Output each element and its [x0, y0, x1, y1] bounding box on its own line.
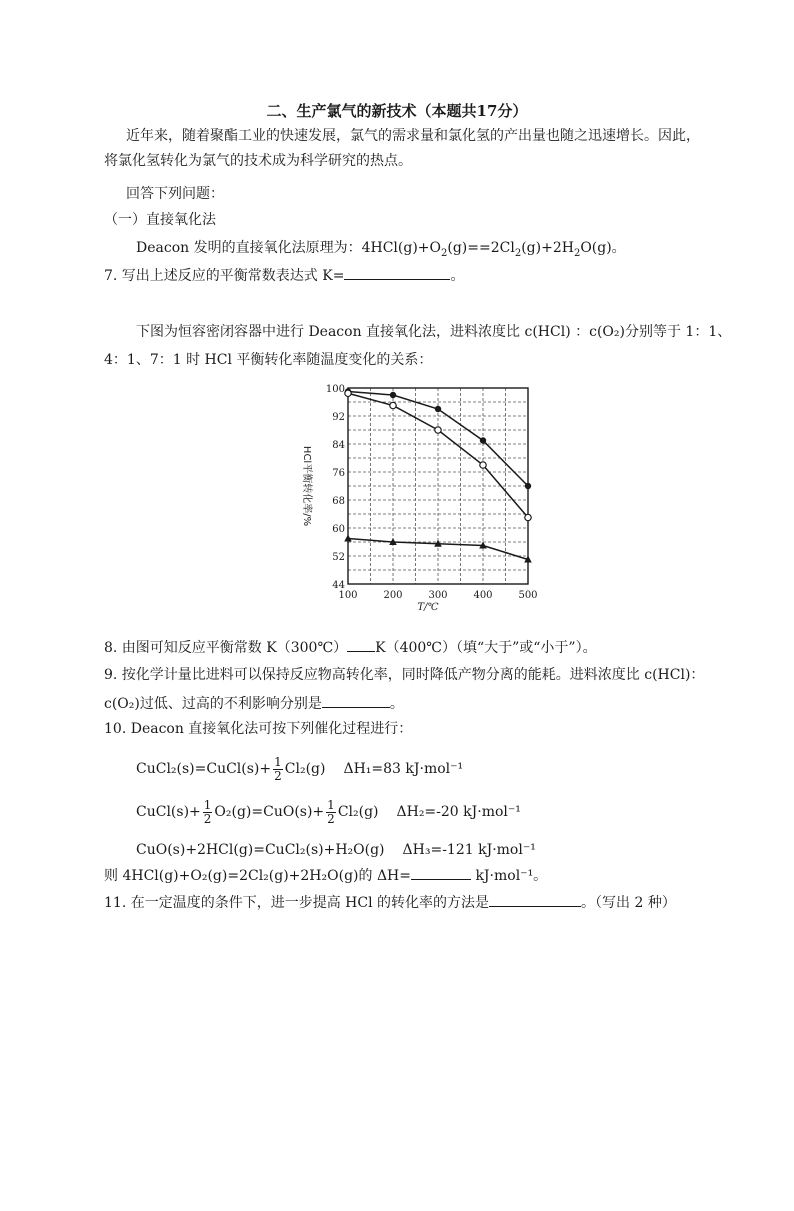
deacon-eq-part: (g)+2H	[521, 240, 574, 256]
equation-1	[136, 754, 463, 784]
eq1-left: CuCl₂(s)=CuCl(s)+	[136, 761, 272, 777]
q9-answer-blank[interactable]	[322, 692, 390, 708]
series-1-point	[435, 406, 441, 412]
sub: 2	[441, 247, 448, 259]
x-axis-label: T/℃	[417, 602, 439, 613]
y-tick-label: 68	[332, 496, 345, 507]
deacon-equation	[136, 238, 626, 264]
y-tick-label: 60	[332, 524, 345, 535]
fraction-numerator: 1	[274, 754, 282, 769]
intro-line-2: 将氯化氢转化为氯气的技术成为科学研究的热点。	[104, 153, 412, 169]
series-2-point	[435, 427, 441, 433]
y-tick-label: 100	[325, 384, 345, 395]
fraction-denominator: 2	[274, 768, 282, 783]
q11-text-post: 。（写出 2 种）	[581, 895, 676, 911]
fraction-numerator: 1	[203, 797, 212, 812]
question-11	[104, 891, 676, 913]
sub: 2	[514, 247, 522, 259]
y-tick-label: 52	[332, 552, 345, 563]
eq1-enthalpy: ΔH₁=83 kJ·mol⁻¹	[343, 761, 464, 777]
conversion-chart	[290, 378, 560, 618]
y-tick-label: 84	[332, 440, 345, 451]
deacon-eq-part: Deacon 发明的直接氧化法原理为：4HCl(g)+O	[136, 240, 441, 256]
q11-answer-blank[interactable]	[489, 891, 581, 907]
question-9-line-2	[104, 692, 404, 714]
q8-text-post: K（400℃）（填“大于”或“小于”）。	[375, 640, 597, 656]
q7-end: 。	[450, 268, 465, 284]
x-tick-label: 400	[473, 590, 493, 601]
eq1-right: Cl₂(g)	[284, 761, 326, 777]
fraction-half	[273, 756, 283, 783]
series-1-point	[390, 392, 396, 398]
q9-text-post: 。	[389, 696, 404, 712]
eq2-c: Cl₂(g)	[337, 804, 379, 820]
equation-3	[136, 840, 536, 860]
question-8	[104, 636, 597, 658]
q11-text-pre: 11. 在一定温度的条件下，进一步提高 HCl 的转化率的方法是	[104, 895, 490, 911]
intro-line-1: 近年来，随着聚酯工业的快速发展，氯气的需求量和氯化氢的产出量也随之迅速增长。因此，	[126, 128, 700, 144]
sub: 2	[573, 247, 581, 259]
eq2-a: CuCl(s)+	[136, 804, 201, 820]
deacon-eq-part: (g)==2Cl	[447, 240, 515, 256]
eq2-b: O₂(g)=CuO(s)+	[214, 804, 325, 820]
section-title: 二、生产氯气的新技术（本题共17分）	[266, 102, 528, 120]
delta-h-answer-blank[interactable]	[411, 864, 471, 880]
q8-text-pre: 8. 由图可知反应平衡常数 K（300℃）	[104, 640, 348, 656]
q9-text-pre: c(O₂)过低、过高的不利影响分别是	[104, 696, 322, 712]
question-7	[104, 264, 464, 286]
eq3-enthalpy: ΔH₃=-121 kJ·mol⁻¹	[402, 842, 536, 858]
section-direct-oxidation: （一）直接氧化法	[104, 212, 216, 228]
series-2-point	[390, 402, 396, 408]
series-2-point	[480, 462, 486, 468]
x-tick-label: 300	[428, 590, 448, 601]
fraction-half	[203, 799, 213, 826]
eq3-body: CuO(s)+2HCl(g)=CuCl₂(s)+H₂O(g)	[136, 842, 385, 858]
q7-answer-blank[interactable]	[344, 264, 450, 280]
x-tick-label: 100	[338, 590, 358, 601]
series-1-point	[480, 437, 486, 443]
q7-text: 7. 写出上述反应的平衡常数表达式 K=	[104, 268, 345, 284]
q8-answer-blank[interactable]	[347, 636, 375, 652]
fraction-half	[326, 799, 336, 826]
total-text-post: kJ·mol⁻¹。	[475, 868, 548, 884]
deacon-eq-part: O(g)。	[580, 240, 626, 256]
y-tick-label: 44	[332, 580, 345, 591]
equation-2	[136, 797, 521, 827]
question-9-line-1: 9. 按化学计量比进料可以保持反应物高转化率，同时降低产物分离的能耗。进料浓度比 c(HCl)：	[104, 667, 705, 683]
series-2-point	[345, 390, 351, 396]
question-10: 10. Deacon 直接氧化法可按下列催化过程进行：	[104, 721, 413, 737]
x-tick-label: 200	[383, 590, 403, 601]
x-tick-label: 500	[518, 590, 538, 601]
y-axis-label: HCl平衡转化率/%	[301, 445, 312, 527]
series-2-point	[525, 514, 531, 520]
series-1-point	[525, 483, 531, 489]
fraction-denominator: 2	[203, 811, 212, 826]
y-tick-label: 92	[332, 412, 345, 423]
fraction-numerator: 1	[327, 797, 335, 812]
fraction-denominator: 2	[327, 811, 335, 826]
answer-prompt: 回答下列问题：	[126, 186, 224, 202]
eq2-enthalpy: ΔH₂=-20 kJ·mol⁻¹	[396, 804, 521, 820]
chart-intro-line-2: 4：1、7：1 时 HCl 平衡转化率随温度变化的关系：	[104, 352, 433, 368]
total-text-pre: 则 4HCl(g)+O₂(g)=2Cl₂(g)+2H₂O(g)的 ΔH=	[104, 868, 411, 884]
y-tick-label: 76	[332, 468, 345, 479]
chart-intro-line-1: 下图为恒容密闭容器中进行 Deacon 直接氧化法，进料浓度比 c(HCl) ：c(O₂)分别等于 1：1、	[136, 324, 732, 340]
total-reaction-line	[104, 864, 547, 886]
